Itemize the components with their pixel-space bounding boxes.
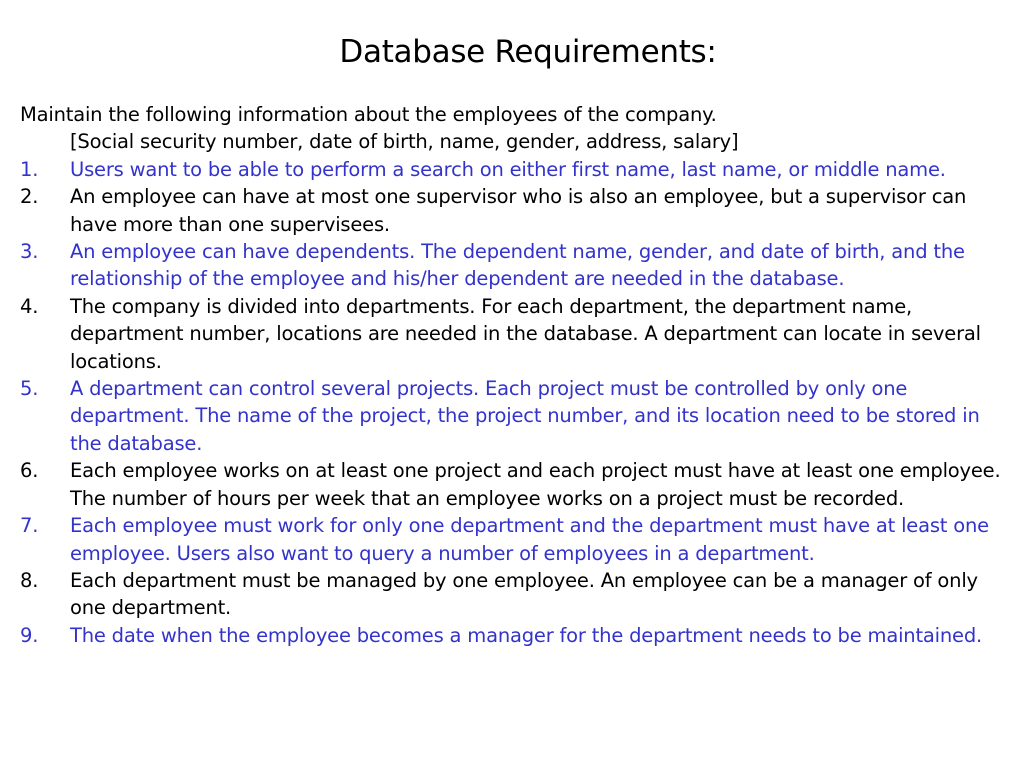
- list-item: [20, 457, 1005, 512]
- list-item: [20, 183, 1005, 238]
- list-item: [20, 238, 1005, 293]
- item-number: 1.: [20, 157, 39, 181]
- item-text: An employee can have dependents. The dependent name, gender, and date of birth, and the relationship of the employee and his/her dependent are needed in the database.: [70, 240, 965, 291]
- item-text: An employee can have at most one supervisor who is also an employee, but a supervisor can have more than one supervisees.: [70, 185, 967, 236]
- item-number: 9.: [20, 623, 39, 647]
- item-text: The company is divided into departments. For each department, the department name, department number, locations are needed in the database. A department can locate in several locations.: [70, 294, 981, 373]
- item-number: 3.: [20, 240, 39, 264]
- item-number: 2.: [20, 185, 39, 209]
- item-number: 6.: [20, 459, 39, 483]
- item-text: Each employee works on at least one project and each project must have at least one employee. The number of hours per week that an employee works on a project must be recorded.: [70, 459, 1001, 510]
- item-text: Each employee must work for only one department and the department must have at least one employee. Users also want to query a number of employees in a department.: [70, 514, 989, 565]
- list-item: [20, 375, 1005, 457]
- requirements-list: [20, 156, 1005, 649]
- item-text: Each department must be managed by one employee. An employee can be a manager of only one department.: [70, 568, 978, 620]
- list-item: [20, 567, 1005, 622]
- item-number: 8.: [20, 568, 39, 592]
- list-item: [20, 156, 1005, 183]
- item-text: Users want to be able to perform a search on either first name, last name, or middle name.: [70, 157, 946, 181]
- requirements-body: [20, 101, 1005, 649]
- item-text: The date when the employee becomes a manager for the department needs to be maintained.: [70, 623, 982, 647]
- item-number: 5.: [20, 377, 39, 401]
- page-title: Database Requirements:: [339, 34, 717, 70]
- item-number: 7.: [20, 514, 39, 538]
- list-item: [20, 622, 1005, 649]
- employee-fields: [Social security number, date of birth, name, gender, address, salary]: [70, 130, 739, 154]
- intro-text: Maintain the following information about the employees of the company.: [20, 103, 717, 126]
- list-item: [20, 293, 1005, 375]
- item-text: A department can control several projects. Each project must be controlled by only one department. The name of the project, the project number, and its location need to be stored in the database.: [70, 377, 980, 455]
- item-number: 4.: [20, 294, 39, 318]
- list-item: [20, 512, 1005, 567]
